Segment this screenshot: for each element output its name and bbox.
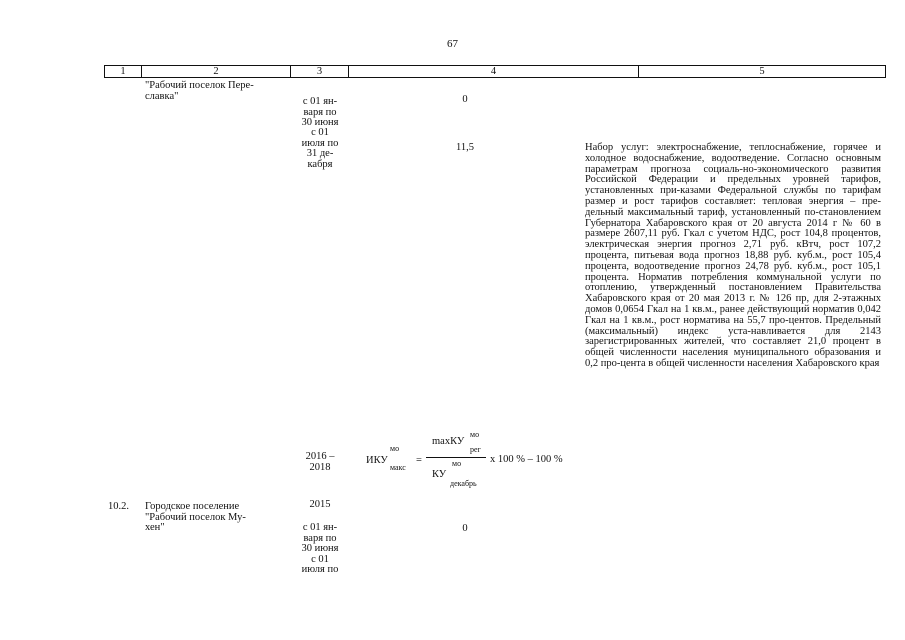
formula-tail: х 100 % – 100 % xyxy=(490,454,563,465)
formula-numerator-sub: рег xyxy=(470,445,481,454)
formula-lhs-main: ИКУ xyxy=(366,455,388,466)
row-number: 10.2. xyxy=(108,501,129,512)
formula-denominator-main: КУ xyxy=(432,469,447,480)
column-header-4: 4 xyxy=(349,66,639,77)
column-header-3: 3 xyxy=(291,66,349,77)
formula-numerator-main: maxКУ xyxy=(432,436,465,447)
index-formula xyxy=(360,428,590,490)
formula-denominator-sup: мо xyxy=(452,459,462,468)
formula-equals: = xyxy=(416,455,422,466)
formula-fraction-bar xyxy=(426,457,486,458)
column-header-5: 5 xyxy=(759,66,765,77)
formula-lhs-sup: мо xyxy=(390,444,400,453)
formula-lhs-sub: макс xyxy=(390,463,406,472)
period-2016-2018: 2016 – 2018 xyxy=(305,451,335,473)
column-header-2: 2 xyxy=(142,66,291,77)
index-value-first-half: 0 xyxy=(462,94,468,105)
period-2015: с 01 ян- варя по 30 июня с 01 июля по xyxy=(301,522,339,576)
formula-numerator-sup: мо xyxy=(470,430,480,439)
services-description: Набор услуг: электроснабжение, теплоснабжение, горячее и холодное водоснабжение, водоотведение. Согласно основным параметрам прогноза социаль-но-экономического развития Российской Федерации и предельных уровней тарифов, установленных при-казами Федеральной службы по тарифам размер и рост тарифов составляет: тепловая энергия – пре-дельный максимальный тариф, установленный по-становлением Губернатора Хабаровского края от 20 августа 2014 г № 60 в размере 2607,11 руб. Гкал с учетом НДС, рост 104,8 процентов, электрическая энергия прогноз 2,71 руб. кВтч, рост 107,2 процента, питьевая вода прогноз 18,88 руб. куб.м., рост 105,4 процента, водоотведение прогноз 24,78 руб. куб.м., рост 105,1 процента. Норматив потребления коммунальной услуги по отоплению, утвержденный постановлением Правительства Хабаровского края от 20 мая 2013 г. № 126 пр, для 2-этажных домов 0,0654 Гкал на 1 кв.м., ранее действующий норматив 0,042 Гкал на 1 кв.м., рост норматива на 55,7 про-центов. Предельный (максимальный) индекс уста-навливается для 2143 зарегистрированных жителей, что составляет 21,0 процент в общей численности населения муниципального образования и 0,2 про-цента в общей численности населения Хабаровского края xyxy=(585,142,881,369)
page-number: 67 xyxy=(447,38,458,50)
period-first-half: с 01 ян- варя по 30 июня xyxy=(301,96,339,129)
period-second-half: с 01 июля по 31 де- кабря xyxy=(301,127,339,170)
formula-denominator-sub: декабрь xyxy=(450,479,477,488)
table-header-row xyxy=(104,65,886,78)
column-header-1: 1 xyxy=(105,66,142,77)
index-value-second-half: 11,5 xyxy=(456,142,474,153)
year-2015: 2015 xyxy=(309,499,331,510)
settlement-name: Городское поселение "Рабочий поселок Му- хен" xyxy=(145,501,246,534)
settlement-name-continued: "Рабочий поселок Пере- славка" xyxy=(145,80,254,102)
index-value-2015: 0 xyxy=(462,523,468,534)
